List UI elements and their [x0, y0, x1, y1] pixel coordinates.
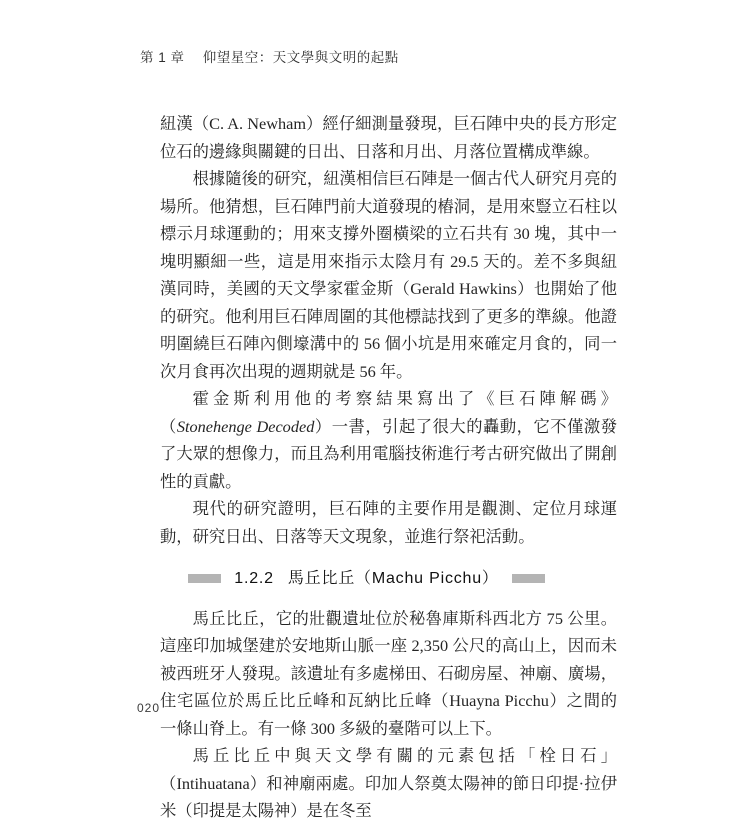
chapter-header	[140, 46, 399, 66]
heading-right-bar	[512, 574, 545, 583]
paragraph: 馬丘比丘，它的壯觀遺址位於秘魯庫斯科西北方 75 公里。這座印加城堡建於安地斯山脈一座 2,350 公尺的高山上，因而未被西班牙人發現。該遺址有多處梯田、石砌房屋、神廟、廣場，住宅區位於馬丘比丘峰和瓦納比丘峰（Huayna Picchu）之間的一條山脊上。有一條 300 多級的臺階可以上下。	[160, 608, 617, 738]
page-number: 020	[137, 701, 161, 715]
chapter-title: 仰望星空：天文學與文明的起點	[202, 50, 399, 65]
paragraph: 馬丘比丘中與天文學有關的元素包括「栓日石」（Intihuatana）和神廟兩處。印加人祭奠太陽神的節日印提·拉伊米（印提是太陽神）是在冬至	[160, 746, 617, 820]
paragraph: 現代的研究證明，巨石陣的主要作用是觀測、定位月球運動，研究日出、日落等天文現象，並進行祭祀活動。	[160, 499, 617, 546]
section-number: 1.2.2	[234, 570, 274, 587]
paragraph: 根據隨後的研究，紐漢相信巨石陣是一個古代人研究月亮的場所。他猜想，巨石陣門前大道發現的樁洞，是用來豎立石柱以標示月球運動的；用來支撐外圈橫梁的立石共有 30 塊，其中一塊明顯細一些，這是用來指示太陰月有 29.5 天的。差不多與紐漢同時，美國的天文學家霍金斯（Gerald Hawkins）也開始了他的研究。他利用巨石陣周圍的其他標誌找到了更多的準線。他證明圍繞巨石陣內側壕溝中的 56 個小坑是用來確定月食的，同一次月食再次出現的週期就是 56 年。	[160, 169, 617, 381]
section-heading	[138, 565, 595, 593]
chapter-label: 第 1 章	[140, 50, 185, 65]
section-title: 馬丘比丘（Machu Picchu）	[287, 570, 499, 587]
paragraph: 霍金斯利用他的考察結果寫出了《巨石陣解碼》（Stonehenge Decoded）一書，引起了很大的轟動，它不僅激發了大眾的想像力，而且為利用電腦技術進行考古研究做出了開創性的貢獻。	[160, 389, 617, 491]
body-text	[160, 110, 617, 825]
heading-left-bar	[188, 574, 221, 583]
paragraph: 紐漢（C. A. Newham）經仔細測量發現，巨石陣中央的長方形定位石的邊緣與關鍵的日出、日落和月出、月落位置構成準線。	[160, 114, 617, 161]
section-heading-text	[234, 565, 499, 593]
